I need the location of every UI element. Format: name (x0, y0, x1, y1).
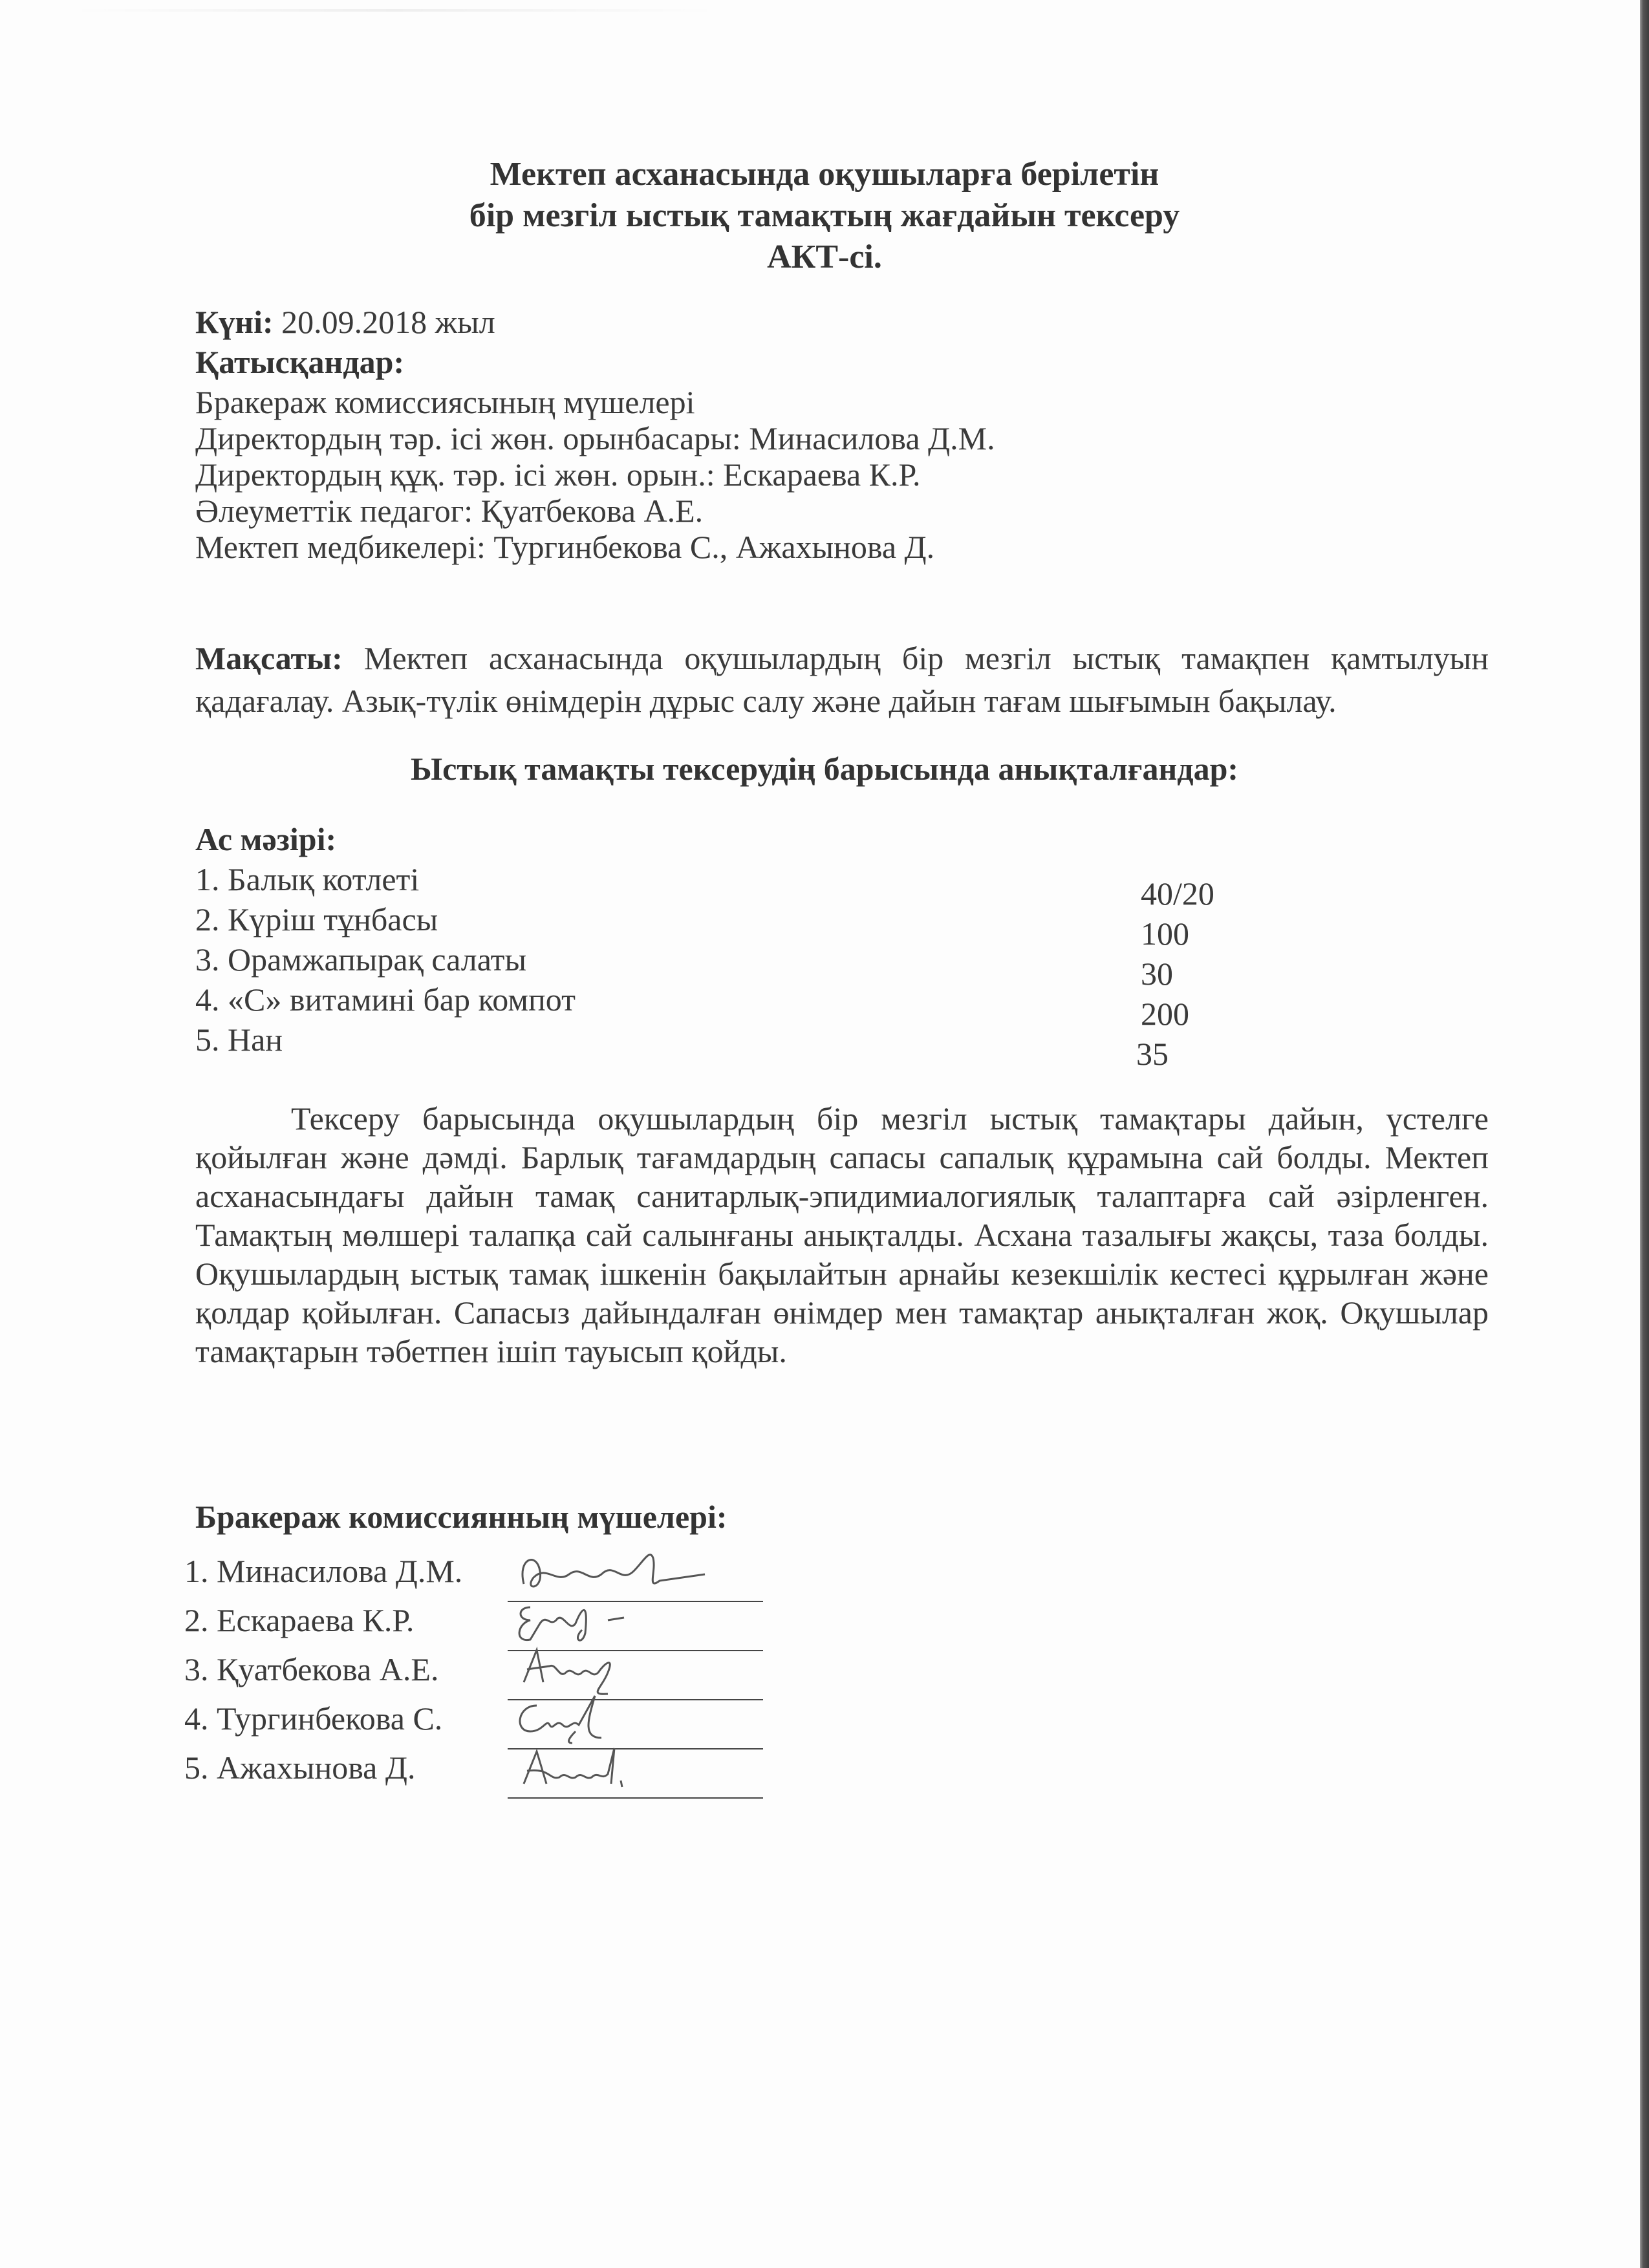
menu-item-qty: 200 (1141, 996, 1189, 1032)
participant-line: Бракераж комиссиясының мүшелері (195, 384, 695, 420)
handwritten-signature-icon (511, 1693, 744, 1744)
date-label: Күні: (195, 304, 274, 340)
menu-item-name: 2. Күріш тұнбасы (195, 901, 438, 937)
participant-line: Мектеп медбикелері: Тургинбекова С., Ажахынова Д. (195, 529, 935, 565)
menu-heading: Ас мәзірі: (195, 821, 337, 857)
member-name: 2. Ескараева К.Р. (184, 1602, 415, 1638)
goal-label: Мақсаты: (195, 640, 343, 676)
date-line (195, 304, 495, 340)
menu-item-name: 4. «С» витамині бар компот (195, 981, 576, 1018)
goal-paragraph (195, 637, 1489, 722)
handwritten-signature-icon (511, 1594, 744, 1646)
inspection-findings-paragraph: Тексеру барысында оқушылардың бір мезгіл ыстық тамақтары дайын, үстелге қойылған және дәмді. Барлық тағамдардың сапасы сапалық құрамына сай болды. Мектеп асханасындағы дайын тамақ санитарлық-эпидимиалогиялық талаптарға сай әзірленген. Тамақтың мөлшері талапқа сай салынғаны анықталды. Асхана тазалығы жақсы, таза болды. Оқушылардың ыстық тамақ ішкенін бақылайтын арнайы кезекшілік кестесі құрылған және қолдар қойылған. Сапасыз дайындалған өнімдер мен тамақтар анықталған жоқ. Оқушылар тамақтарын тәбетпен ішіп тауысып қойды. (195, 1100, 1489, 1369)
participants-heading: Қатысқандар: (195, 344, 405, 380)
menu-item-name: 3. Орамжапырақ салаты (195, 941, 527, 978)
menu-item-name: 5. Нан (195, 1022, 283, 1058)
document-title (0, 154, 1649, 278)
menu-item-qty: 30 (1141, 956, 1173, 992)
menu-item (195, 981, 1295, 1032)
participant-line: Директордың құқ. тәр. ісі жөн. орын.: Ескараева К.Р. (195, 456, 921, 493)
menu-item-qty: 40/20 (1141, 875, 1214, 912)
title-line-3: АКТ-сі. (767, 239, 882, 275)
date-value: 20.09.2018 жыл (281, 304, 495, 340)
title-line-2: бір мезгіл ыстық тамақтың жағдайын тексеру (469, 197, 1180, 234)
findings-heading: Ыстық тамақты тексерудің барысында анықталғандар: (410, 751, 1239, 787)
commission-heading: Бракераж комиссиянның мүшелері: (195, 1499, 727, 1535)
menu-item-qty: 35 (1136, 1036, 1169, 1072)
handwritten-signature-icon (511, 1545, 744, 1597)
goal-text: Мектеп асханасында оқушылардың бір мезгіл ыстық тамақпен қамтылуын қадағалау. Азық-түлік өнімдерін дұрыс салу және дайын тағам шығымын бақылау. (195, 640, 1489, 719)
menu-list (195, 861, 1295, 1072)
participant-line: Әлеуметтік педагог: Қуатбекова А.Е. (195, 493, 704, 529)
menu-item-name: 1. Балық котлеті (195, 861, 420, 897)
menu-item-qty: 100 (1141, 915, 1189, 952)
member-name: 4. Тургинбекова С. (184, 1700, 443, 1737)
menu-item (195, 861, 1295, 912)
member-name: 5. Ажахынова Д. (184, 1749, 416, 1786)
member-name: 1. Минасилова Д.М. (184, 1553, 463, 1589)
handwritten-signature-icon (511, 1742, 744, 1793)
participant-line: Директордың тәр. ісі жөн. орынбасары: Минасилова Д.М. (195, 420, 995, 456)
participants-list (195, 384, 995, 565)
menu-item (195, 901, 1295, 952)
menu-item (195, 941, 1295, 992)
member-name: 3. Қуатбекова А.Е. (184, 1651, 439, 1687)
title-line-1: Мектеп асханасында оқушыларға берілетін (490, 156, 1159, 193)
menu-item (195, 1022, 1295, 1072)
signature-line (508, 1797, 763, 1799)
handwritten-signature-icon (511, 1643, 744, 1695)
